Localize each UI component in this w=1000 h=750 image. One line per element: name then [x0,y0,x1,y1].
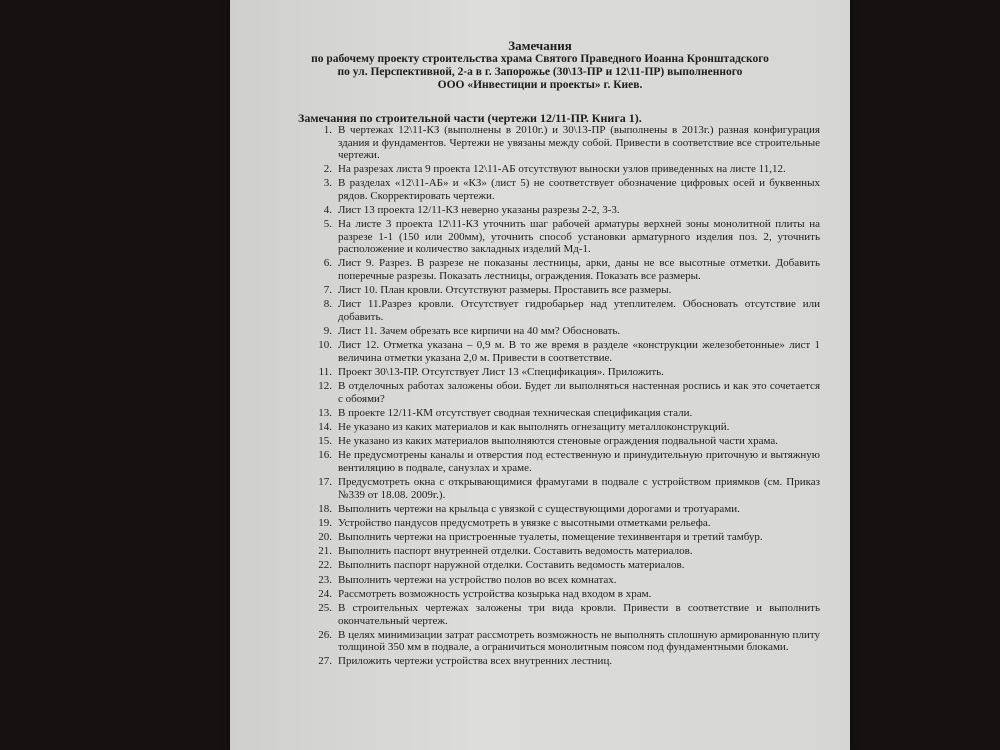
remark-number: 21. [318,545,332,558]
header-line-3: ООО «Инвестиции и проекты» г. Киев. [437,79,643,91]
remark-item [300,380,820,405]
remark-number: 12. [318,380,332,393]
remark-item [300,163,820,176]
document-title: Замечания [508,38,572,53]
remark-number: 20. [318,531,332,544]
section-title: Замечания по строительной части (чертежи 12/11-ПР. Книга 1). [298,111,642,125]
remark-text: Рассмотреть возможность устройства козырька над входом в храм. [338,587,652,600]
remark-item [300,124,820,162]
remark-number: 27. [318,655,332,668]
remark-number: 23. [318,573,332,586]
remark-text: На разрезах листа 9 проекта 12\11-АБ отсутствуют выноски узлов приведенных на листе 11,12. [338,163,786,176]
remark-number: 2. [323,163,332,176]
remark-item [300,284,820,297]
remark-number: 10. [318,339,332,352]
remark-item [300,177,820,202]
remark-item [300,435,820,448]
remark-text: В проекте 12/11-КМ отсутствует сводная техническая спецификация стали. [338,406,693,419]
remark-text: Выполнить паспорт внутренней отделки. Составить ведомость материалов. [338,545,693,558]
remark-number: 11. [318,365,332,378]
remark-text: Не указано из каких материалов и как выполнять огнезащиту металлоконструкций. [338,420,730,433]
remark-item [300,545,820,558]
remark-item [300,476,820,501]
remark-text: Проект 30\13-ПР. Отсутствует Лист 13 «Спецификация». Приложить. [338,365,664,378]
remark-item [300,449,820,474]
remark-text: Не предусмотрены каналы и отверстия под естественную и принудительную приточную и вытяжную вентиляцию в подвале, санузлах и храме. [338,449,820,474]
remark-item [300,421,820,434]
remark-number: 6. [323,257,332,270]
remark-text: Лист 12. Отметка указана – 0,9 м. В то же время в разделе «конструкции железобетонные» лист 1 величина отметки указана 2,0 м. Привести в соответствие. [338,339,820,364]
remark-text: Выполнить чертежи на устройство полов во всех комнатах. [338,573,617,586]
remark-item [300,503,820,516]
remark-item [300,257,820,282]
remark-item [300,298,820,323]
remark-number: 24. [318,587,332,600]
remark-number: 18. [318,502,332,515]
remark-text: Лист 9. Разрез. В разрезе не показаны лестницы, арки, даны не все высотные отметки. Добавить поперечные разрезы. Показать лестницы, ограждения. Показать все размеры. [338,257,820,282]
remark-text: Выполнить чертежи на пристроенные туалеты, помещение техинвентаря и третий тамбур. [338,531,763,544]
remark-text: В разделах «12\11-АБ» и «КЗ» (лист 5) не соответствует обозначение цифровых осей и буквенных рядов. Скорректировать чертежи. [338,177,820,202]
remark-text: Не указано из каких материалов выполняются стеновые ограждения подвальной части храма. [338,435,779,448]
remark-number: 16. [318,449,332,462]
remark-number: 26. [318,628,332,641]
remark-number: 25. [318,602,332,614]
remark-number: 7. [323,284,332,297]
remark-number: 17. [318,476,332,488]
header-line-2: по ул. Перспективной, 2-а в г. Запорожье (30\13-ПР и 12\11-ПР) выполненного [337,66,743,78]
remark-text: В строительных чертежах заложены три вида кровли. Привести в соответствие и выполнить окончательный чертеж. [338,602,820,627]
remark-item [300,339,820,364]
remark-number: 4. [323,204,332,217]
remark-text: Лист 10. План кровли. Отсутствуют размеры. Проставить все размеры. [338,284,672,297]
remark-number: 5. [323,218,332,231]
remark-item [300,517,820,530]
remark-text: В целях минимизации затрат рассмотреть возможность не выполнять сплошную армированную плиту толщиной 350 мм в подвале, а ограничиться монолитным поясом под фундаментными блоками. [338,628,820,654]
remark-text: На листе 3 проекта 12\11-КЗ уточнить шаг рабочей арматуры верхней зоны монолитной плиты на разрезе 1-1 (150 или 200мм), уточнить способ установки арматурного изделия поз. 2, уточнить расположение и количество закладных изделий Мд-1. [338,218,820,256]
remark-item [300,366,820,379]
remark-text: Лист 11. Зачем обрезать все кирпичи на 40 мм? Обосновать. [338,325,621,337]
remark-text: Предусмотреть окна с открывающимися фрамугами в подвале с устройством приямков (см. Приказ №339 от 18.08. 2009г.). [338,476,820,501]
remarks-list [300,124,820,670]
remark-text: Выполнить паспорт наружной отделки. Составить ведомость материалов. [338,559,685,572]
remark-number: 8. [323,298,332,311]
remark-number: 13. [318,406,332,419]
remark-number: 1. [323,124,332,136]
remark-text: Лист 13 проекта 12/11-КЗ неверно указаны разрезы 2-2, 3-3. [338,204,620,217]
remark-item [300,559,820,572]
remark-item [300,204,820,217]
remark-number: 22. [318,559,332,572]
remark-item [300,602,820,627]
remark-number: 19. [318,516,332,529]
header-line-1: по рабочему проекту строительства храма Святого Праведного Иоанна Кронштадского [311,53,769,65]
remark-text: Устройство пандусов предусмотреть в увязке с высотными отметками рельефа. [338,516,711,529]
remark-number: 9. [323,325,332,337]
remark-item [300,655,820,668]
remark-item [300,407,820,420]
remark-item [300,588,820,601]
document-page [230,0,850,750]
remark-item [300,574,820,587]
remark-text: В чертежах 12\11-КЗ (выполнены в 2010г.) и 30\13-ПР (выполнены в 2013г.) разная конфигурация здания и фундаментов. Чертежи не увязаны между собой. Привести в соответствие все строительные чертежи. [338,124,820,161]
remark-number: 14. [318,420,332,433]
remark-item [300,531,820,544]
document-header [230,38,850,92]
remark-item [300,325,820,338]
remark-text: Выполнить чертежи на крыльца с увязкой с существующими дорогами и тротуарами. [338,502,740,515]
remark-item [300,629,820,654]
remark-text: Приложить чертежи устройства всех внутренних лестниц. [338,655,613,668]
remark-text: Лист 11.Разрез кровли. Отсутствует гидробарьер над утеплителем. Обосновать отсутствие или добавить. [338,298,820,323]
remark-text: В отделочных работах заложены обои. Будет ли выполняться настенная роспись и как это сочетается с обоями? [338,380,820,405]
remark-item [300,218,820,256]
remark-number: 15. [318,435,332,448]
remark-number: 3. [323,177,332,190]
